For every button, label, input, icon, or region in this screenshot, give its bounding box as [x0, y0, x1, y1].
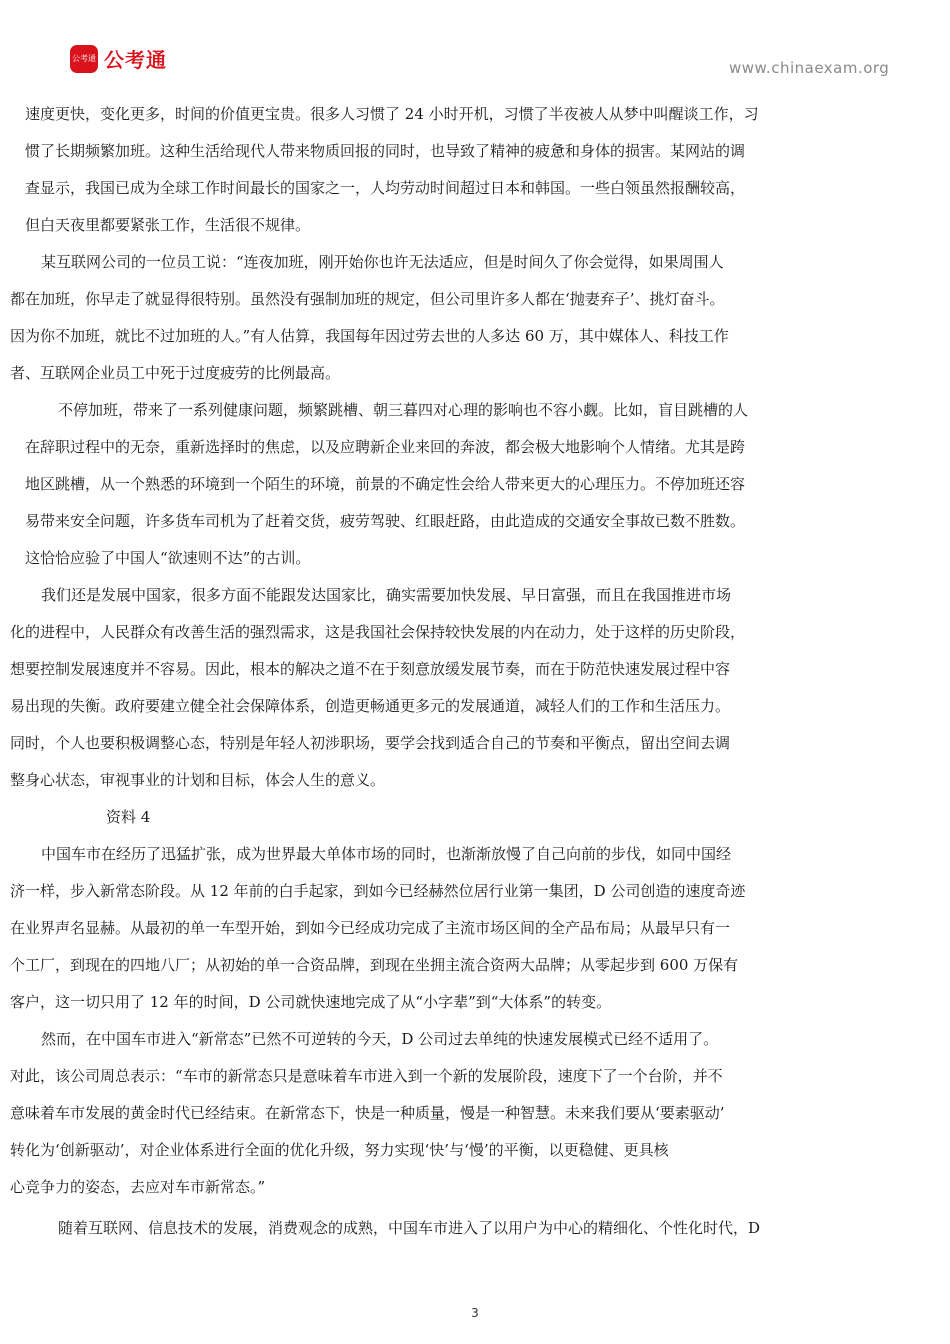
- paragraph-3-line-4: 易带来安全问题，许多货车司机为了赶着交货，疲劳驾驶、红眼赶路，由此造成的交通安全事故已数不胜数。: [25, 512, 746, 530]
- site-logo: [70, 44, 167, 73]
- paragraph-4-line-4: 易出现的失衡。政府要建立健全社会保障体系，创造更畅通更多元的发展通道，减轻人们的工作和生活压力。: [10, 697, 731, 715]
- logo-mark-icon: 公考通: [70, 45, 98, 73]
- paragraph-3-line-5: 这恰恰应验了中国人“欲速则不达”的古训。: [25, 549, 311, 567]
- paragraph-4-line-6: 整身心状态，审视事业的计划和目标，体会人生的意义。: [10, 771, 386, 789]
- paragraph-6-line-1: 然而，在中国车市进入“新常态”已然不可逆转的今天，D 公司过去单纯的快速发展模式已经不适用了。: [41, 1030, 719, 1048]
- paragraph-5-line-2: 济一样，步入新常态阶段。从 12 年前的白手起家，到如今已经赫然位居行业第一集团，D 公司创造的速度奇迹: [10, 882, 746, 900]
- paragraph-1-line-3: 查显示，我国已成为全球工作时间最长的国家之一，人均劳动时间超过日本和韩国。一些白领虽然报酬较高，: [25, 179, 746, 197]
- paragraph-2-line-4: 者、互联网企业员工中死于过度疲劳的比例最高。: [10, 364, 341, 382]
- paragraph-6-line-5: 心竞争力的姿态，去应对车市新常态。”: [10, 1178, 266, 1196]
- page-number: 3: [471, 1306, 479, 1320]
- paragraph-1-line-1: 速度更快，变化更多，时间的价值更宝贵。很多人习惯了 24 小时开机，习惯了半夜被人从梦中叫醒谈工作，习: [25, 105, 759, 123]
- paragraph-6-line-3: 意味着车市发展的黄金时代已经结束。在新常态下，快是一种质量，慢是一种智慧。未来我们要从‘要素驱动’: [10, 1104, 725, 1122]
- paragraph-1-line-4: 但白天夜里都要紧张工作，生活很不规律。: [25, 216, 311, 234]
- paragraph-3-line-3: 地区跳槽，从一个熟悉的环境到一个陌生的环境，前景的不确定性会给人带来更大的心理压力。不停加班还容: [25, 475, 746, 493]
- paragraph-5-line-3: 在业界声名显赫。从最初的单一车型开始，到如今已经成功完成了主流市场区间的全产品布局；从最早只有一: [10, 919, 731, 937]
- section-heading: 资料 4: [106, 808, 151, 826]
- paragraph-4-line-5: 同时，个人也要积极调整心态，特别是年轻人初涉职场，要学会找到适合自己的节奏和平衡点，留出空间去调: [10, 734, 731, 752]
- paragraph-4-line-1: 我们还是发展中国家，很多方面不能跟发达国家比，确实需要加快发展、早日富强，而且在我国推进市场: [41, 586, 732, 604]
- paragraph-3-line-1: 不停加班，带来了一系列健康问题，频繁跳槽、朝三暮四对心理的影响也不容小觑。比如，盲目跳槽的人: [58, 401, 749, 419]
- paragraph-5-line-5: 客户，这一切只用了 12 年的时间，D 公司就快速地完成了从“小字辈”到“大体系”的转变。: [10, 993, 612, 1011]
- paragraph-4-line-3: 想要控制发展速度并不容易。因此，根本的解决之道不在于刻意放缓发展节奏，而在于防范快速发展过程中容: [10, 660, 731, 678]
- paragraph-4-line-2: 化的进程中，人民群众有改善生活的强烈需求，这是我国社会保持较快发展的内在动力，处于这样的历史阶段，: [10, 623, 746, 641]
- paragraph-6-line-4: 转化为‘创新驱动’，对企业体系进行全面的优化升级，努力实现‘快’与‘慢’的平衡，以更稳健、更具核: [10, 1141, 669, 1159]
- paragraph-3-line-2: 在辞职过程中的无奈，重新选择时的焦虑，以及应聘新企业来回的奔波，都会极大地影响个人情绪。尤其是跨: [25, 438, 746, 456]
- paragraph-1-line-2: 惯了长期频繁加班。这种生活给现代人带来物质回报的同时，也导致了精神的疲惫和身体的损害。某网站的调: [25, 142, 746, 160]
- paragraph-5-line-1: 中国车市在经历了迅猛扩张，成为世界最大单体市场的同时，也渐渐放慢了自己向前的步伐，如同中国经: [41, 845, 732, 863]
- paragraph-2-line-1: 某互联网公司的一位员工说：“连夜加班，刚开始你也许无法适应，但是时间久了你会觉得，如果周围人: [41, 253, 724, 271]
- paragraph-7-line-1: 随着互联网、信息技术的发展，消费观念的成熟，中国车市进入了以用户为中心的精细化、个性化时代，D: [58, 1219, 761, 1237]
- paragraph-2-line-2: 都在加班，你早走了就显得很特别。虽然没有强制加班的规定，但公司里许多人都在‘抛妻弃子’、挑灯奋斗。: [10, 290, 725, 308]
- paragraph-5-line-4: 个工厂，到现在的四地八厂；从初始的单一合资品牌，到现在坐拥主流合资两大品牌；从零起步到 600 万保有: [10, 956, 739, 974]
- site-url: www.chinaexam.org: [729, 59, 890, 77]
- paragraph-6-line-2: 对此，该公司周总表示：“车市的新常态只是意味着车市进入到一个新的发展阶段，速度下了一个台阶，并不: [10, 1067, 723, 1085]
- paragraph-2-line-3: 因为你不加班，就比不过加班的人。”有人估算，我国每年因过劳去世的人多达 60 万，其中媒体人、科技工作: [10, 327, 729, 345]
- logo-text: 公考通: [104, 48, 167, 72]
